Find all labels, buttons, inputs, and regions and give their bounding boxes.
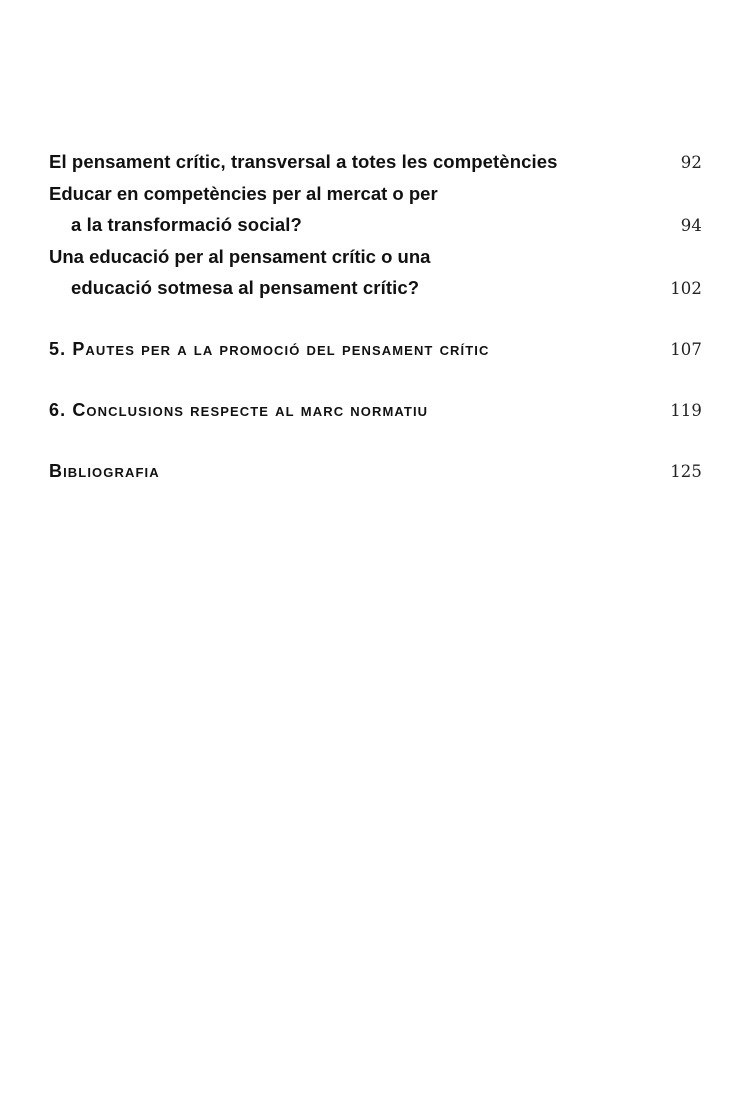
toc-entry-title: Una educació per al pensament crític o una xyxy=(49,246,431,267)
toc-chapter xyxy=(49,395,702,426)
toc-bibliography xyxy=(49,456,702,487)
toc-chapter-page: 107 xyxy=(670,340,702,359)
toc-entry-title-continuation: educació sotmesa al pensament crític? xyxy=(71,277,420,298)
toc-chapter-title: 6. Conclusions respecte al marc normatiu xyxy=(49,400,429,420)
toc-entry xyxy=(49,241,702,304)
toc-chapter xyxy=(49,334,702,365)
table-of-contents xyxy=(49,146,702,487)
toc-entry-page: 94 xyxy=(680,216,702,235)
toc-entry-title: Educar en competències per al mercat o per xyxy=(49,183,438,204)
toc-entry xyxy=(49,178,702,241)
toc-entry-page: 102 xyxy=(670,279,702,298)
toc-bibliography-title: Bibliografia xyxy=(49,461,160,481)
toc-entry-title: El pensament crític, transversal a totes les competències xyxy=(49,151,558,172)
toc-chapter-title: 5. Pautes per a la promoció del pensament crític xyxy=(49,339,490,359)
toc-bibliography-page: 125 xyxy=(670,462,702,481)
toc-chapter-page: 119 xyxy=(670,401,702,420)
toc-entry-page: 92 xyxy=(680,153,702,172)
toc-entry-title-continuation: a la transformació social? xyxy=(71,214,302,235)
toc-entry xyxy=(49,146,702,178)
